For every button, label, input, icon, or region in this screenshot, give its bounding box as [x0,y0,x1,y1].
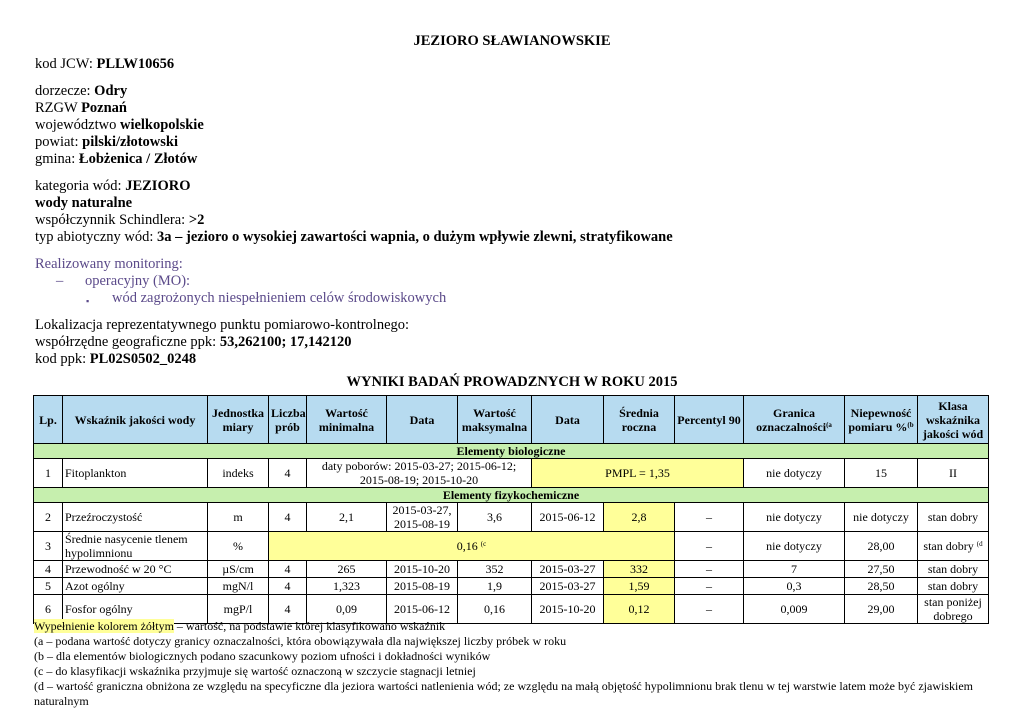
cell-count: 4 [269,595,307,624]
footnote-b: (b – dla elementów biologicznych podano szacunkowy poziom ufności i dokładności wyników [34,649,491,663]
footnotes [34,619,994,709]
header-srednia: Średnia roczna [604,396,675,444]
dorzecze-label: dorzecze: [35,83,95,99]
cell-granica: 0,3 [744,578,845,595]
table-row [34,561,989,578]
monitoring-item-label: wód zagrożonych niespełnieniem celów środowiskowych [112,290,447,306]
cell-min: 0,09 [307,595,387,624]
cell-klasa [918,532,989,561]
cell-max: 352 [458,561,532,578]
kod-jcw-line [35,56,174,73]
cell-unit: % [208,532,269,561]
header-data1: Data [387,396,458,444]
table-header-row [34,396,989,444]
cell-data1: 2015-10-20 [387,561,458,578]
cell-count: 4 [269,561,307,578]
cell-granica: nie dotyczy [744,532,845,561]
cell-p90: – [675,578,744,595]
cell-max: 0,16 [458,595,532,624]
cell-klasa: II [918,459,989,488]
cell-p90: – [675,595,744,624]
header-niepewnosc-label: Niepewność pomiaru % [848,405,912,434]
header-liczba: Liczba prób [269,396,307,444]
rzgw-line [35,100,127,117]
typ-value: 3a – jezioro o wysokiej zawartości wapnia, o dużym wpływie zlewni, stratyfikowane [157,229,673,245]
cell-lp: 1 [34,459,63,488]
footnote-c: (c – do klasyfikacji wskaźnika przyjmuje się wartość oznaczoną w szczycie stagnacji letniej [34,664,476,678]
schindler-value: >2 [188,212,205,228]
cell-min: 265 [307,561,387,578]
kod-ppk-line [35,351,196,368]
header-jednostka: Jednostka miary [208,396,269,444]
cell-klasa-text: stan dobry [923,539,974,553]
kod-ppk-label: kod ppk: [35,351,90,367]
header-lp: Lp. [34,396,63,444]
cell-pmpl-value: PMPL = 1,35 [532,459,744,488]
cell-avg: 332 [604,561,675,578]
cell-niepewnosc: 28,50 [845,578,918,595]
cell-granica: 7 [744,561,845,578]
cell-sample-dates: daty poborów: 2015-03-27; 2015-06-12; 2015-08-19; 2015-10-20 [307,459,532,488]
table-row [34,578,989,595]
typ-label: typ abiotyczny wód: [35,229,158,245]
cell-lp: 5 [34,578,63,595]
cell-granica: nie dotyczy [744,459,845,488]
header-granica [744,396,845,444]
cell-data2: 2015-10-20 [532,595,604,624]
cell-count: 4 [269,503,307,532]
powiat-value: pilski/złotowski [82,134,179,150]
cell-value-sup: (c [480,540,487,548]
kategoria-line [35,178,190,195]
cell-data1: 2015-06-12 [387,595,458,624]
header-max: Wartość maksymalna [458,396,532,444]
cell-niepewnosc: 28,00 [845,532,918,561]
cell-data2: 2015-03-27 [532,578,604,595]
monitoring-heading: Realizowany monitoring: [35,256,183,272]
kod-jcw-value: PLLW10656 [96,56,175,72]
results-title: WYNIKI BADAŃ PROWADZNYCH W ROKU 2015 [346,374,678,390]
header-granica-sup: (a [826,420,832,429]
lokalizacja-line: Lokalizacja reprezentatywnego punktu pomiarowo-kontrolnego: [35,317,410,333]
cell-name: Średnie nasycenie tlenem hypolimnionu [63,532,208,561]
cell-lp: 2 [34,503,63,532]
footnote-a: (a – podana wartość dotyczy granicy oznaczalności, która obowiązywała dla największej liczby próbek w roku [34,634,567,648]
section-fiz-label: Elementy fizykochemiczne [34,488,989,503]
cell-p90: – [675,561,744,578]
section-row-bio [34,444,989,459]
rzgw-value: Poznań [81,100,127,116]
cell-granica: nie dotyczy [744,503,845,532]
cell-data1: 2015-03-27, 2015-08-19 [387,503,458,532]
gmina-value: Łobżenica / Złotów [78,151,198,167]
cell-p90: – [675,532,744,561]
wspolrzedne-value: 53,262100; 17,142120 [219,334,352,350]
powiat-label: powiat: [35,134,83,150]
cell-niepewnosc: nie dotyczy [845,503,918,532]
table-row [34,503,989,532]
cell-data2: 2015-03-27 [532,561,604,578]
wspolrzedne-line [35,334,352,351]
cell-avg: 2,8 [604,503,675,532]
schindler-label: współczynnik Schindlera: [35,212,189,228]
cell-p90: – [675,503,744,532]
cell-name: Przeźroczystość [63,503,208,532]
wody-line [35,195,132,212]
cell-value [269,532,675,561]
header-niepewnosc [845,396,918,444]
wojewodztwo-label: województwo [35,117,120,133]
kod-jcw-label: kod JCW: [35,56,97,72]
rzgw-label: RZGW [35,100,82,116]
cell-name: Fosfor ogólny [63,595,208,624]
kategoria-value: JEZIORO [125,178,191,194]
header-klasa: Klasa wskaźnika jakości wód [918,396,989,444]
square-bullet-icon: ▪ [86,296,90,306]
cell-klasa: stan dobry [918,503,989,532]
monitoring-type-label: operacyjny (MO): [85,273,191,289]
cell-min: 1,323 [307,578,387,595]
results-table [33,395,989,624]
cell-niepewnosc: 27,50 [845,561,918,578]
header-niepewnosc-sup: (b [907,420,914,429]
wojewodztwo-value: wielkopolskie [119,117,204,133]
cell-unit: mgP/l [208,595,269,624]
header-min: Wartość minimalna [307,396,387,444]
dorzecze-value: Odry [94,83,128,99]
gmina-line [35,151,197,168]
header-data2: Data [532,396,604,444]
footnote-legend-highlight: Wypełnienie kolorem żółtym [34,619,174,633]
cell-niepewnosc: 29,00 [845,595,918,624]
wojewodztwo-line [35,117,204,134]
cell-unit: m [208,503,269,532]
schindler-line [35,212,204,229]
wody-value: wody naturalne [35,195,133,211]
cell-unit: mgN/l [208,578,269,595]
cell-unit: indeks [208,459,269,488]
dorzecze-line [35,83,127,100]
powiat-line [35,134,178,151]
document-title: JEZIORO SŁAWIANOWSKIE [413,33,611,49]
header-granica-label: Granica oznaczalności [756,405,827,434]
cell-lp: 6 [34,595,63,624]
cell-avg: 0,12 [604,595,675,624]
cell-name: Azot ogólny [63,578,208,595]
cell-count: 4 [269,578,307,595]
table-row [34,459,989,488]
dash-bullet: – [56,273,64,289]
cell-min: 2,1 [307,503,387,532]
cell-lp: 4 [34,561,63,578]
cell-unit: µS/cm [208,561,269,578]
section-row-fiz [34,488,989,503]
cell-data1: 2015-08-19 [387,578,458,595]
cell-granica: 0,009 [744,595,845,624]
kategoria-label: kategoria wód: [35,178,126,194]
cell-klasa: stan poniżej dobrego [918,595,989,624]
footnote-legend [34,619,994,634]
table-row [34,532,989,561]
header-percentyl: Percentyl 90 [675,396,744,444]
footnote-legend-text: – wartość, na podstawie której klasyfikowano wskaźnik [173,619,446,633]
cell-max: 3,6 [458,503,532,532]
cell-avg: 1,59 [604,578,675,595]
kod-ppk-value: PL02S0502_0248 [89,351,197,367]
typ-line [35,229,673,246]
header-wskaznik: Wskaźnik jakości wody [63,396,208,444]
cell-name: Przewodność w 20 °C [63,561,208,578]
section-bio-label: Elementy biologiczne [34,444,989,459]
cell-niepewnosc: 15 [845,459,918,488]
cell-klasa: stan dobry [918,561,989,578]
cell-data2: 2015-06-12 [532,503,604,532]
cell-name: Fitoplankton [63,459,208,488]
cell-max: 1,9 [458,578,532,595]
cell-klasa: stan dobry [918,578,989,595]
cell-klasa-sup: (d [976,540,983,548]
cell-count: 4 [269,459,307,488]
gmina-label: gmina: [35,151,79,167]
cell-value-text: 0,16 [456,539,478,553]
cell-lp: 3 [34,532,63,561]
wspolrzedne-label: współrzędne geograficzne ppk: [35,334,220,350]
footnote-d: (d – wartość graniczna obniżona ze względu na specyficzne dla jeziora wartości natlenienia wód; ze względu na małą objętość hypolimnionu brak tlenu w tej warstwie latem może być zjawiskiem naturalnym [34,679,973,708]
